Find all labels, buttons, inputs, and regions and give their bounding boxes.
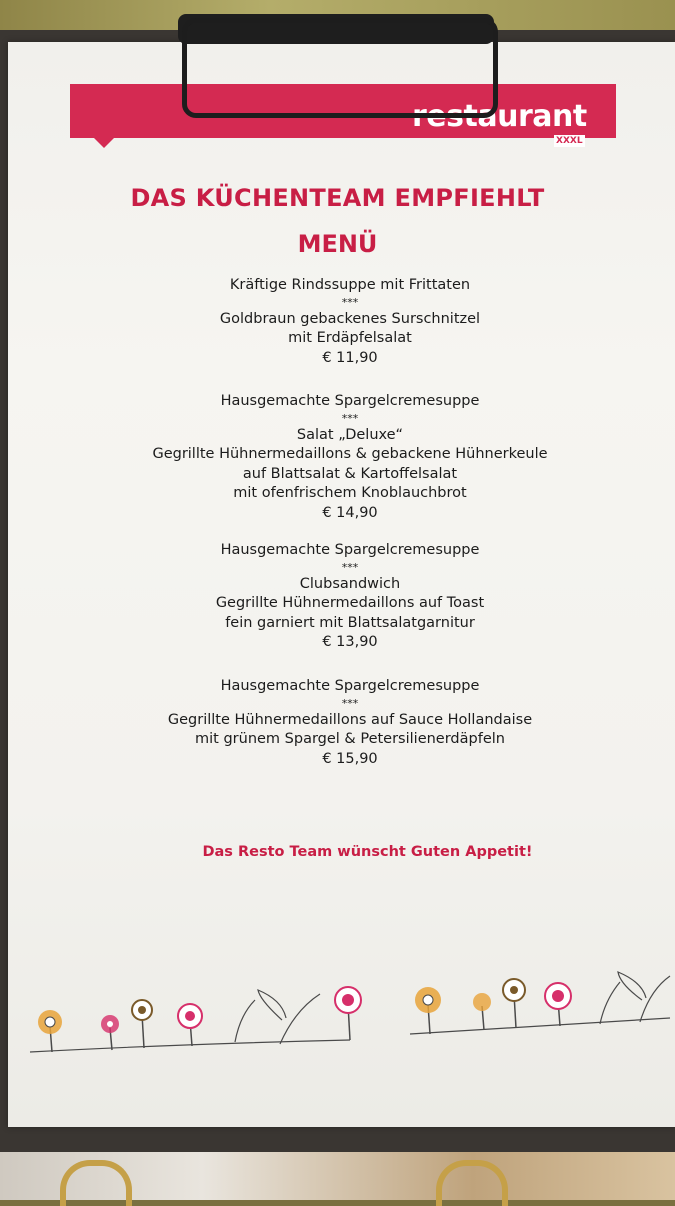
- bag-chain-left: [60, 1160, 132, 1206]
- banner-tail: [92, 136, 116, 148]
- page-subtitle: MENÜ: [297, 230, 378, 258]
- page-title: DAS KÜCHENTEAM EMPFIEHLT: [130, 184, 545, 212]
- menu-price: € 13,90: [322, 634, 378, 650]
- menu-main-line: Gegrillte Hühnermedaillons auf Sauce Hollandaise: [167, 711, 533, 728]
- menu-starter: Hausgemachte Spargelcremesuppe: [220, 393, 480, 409]
- flower-border-illustration: [20, 960, 675, 1070]
- flower-icon: [132, 1000, 152, 1048]
- menu-main-line: auf Blattsalat & Kartoffelsalat: [242, 465, 458, 482]
- menu-main-line: mit grünem Spargel & Petersilienerdäpfeln: [195, 731, 505, 747]
- menu-starter: Hausgemachte Spargelcremesuppe: [220, 542, 480, 558]
- menu-main-line: mit ofenfrischem Knoblauchbrot: [233, 485, 467, 501]
- menu-main-line: Salat „Deluxe“: [296, 426, 404, 443]
- restaurant-logo: restaurant: [412, 99, 587, 134]
- menu-separator: ***: [341, 295, 359, 309]
- clipboard-clip: [182, 18, 498, 118]
- flower-icon: [545, 983, 571, 1026]
- menu-price: € 15,90: [322, 750, 378, 767]
- logo-sub: XXXL: [556, 136, 583, 146]
- menu-main-line: Clubsandwich: [299, 575, 401, 592]
- bag-chain-right: [436, 1160, 508, 1206]
- menu-starter: Kräftige Rindssuppe mit Frittaten: [229, 277, 471, 293]
- flower-icon: [178, 1004, 202, 1046]
- menu-price: € 14,90: [322, 504, 378, 521]
- flower-icon: [101, 1015, 119, 1050]
- menu-block-1: [30, 276, 670, 368]
- menu-separator: ***: [341, 560, 359, 574]
- menu-price: € 11,90: [322, 349, 378, 366]
- menu-main-line: mit Erdäpfelsalat: [288, 330, 412, 346]
- flower-icon: [503, 979, 525, 1028]
- flower-icon: [473, 993, 491, 1030]
- menu-starter: Hausgemachte Spargelcremesuppe: [220, 678, 480, 694]
- leaf-icon: [235, 990, 320, 1044]
- flower-icon: [335, 987, 361, 1040]
- menu-block-4: [30, 677, 670, 769]
- menu-main-line: Gegrillte Hühnermedaillons auf Toast: [215, 595, 485, 611]
- menu-separator: ***: [341, 696, 359, 710]
- menu-separator: ***: [341, 411, 359, 425]
- menu-main-line: fein garniert mit Blattsalatgarnitur: [225, 614, 475, 631]
- flower-icon: [415, 987, 441, 1034]
- menu-main-line: Goldbraun gebackenes Surschnitzel: [219, 310, 481, 327]
- leaf-icon: [600, 972, 670, 1024]
- menu-block-3: [30, 541, 670, 653]
- flower-icon: [38, 1010, 62, 1052]
- menu-block-2: [30, 392, 670, 523]
- menu-main-line: Gegrillte Hühnermedaillons & gebackene Hühnerkeule: [152, 446, 548, 462]
- closing-wish: Das Resto Team wünscht Guten Appetit!: [202, 844, 533, 860]
